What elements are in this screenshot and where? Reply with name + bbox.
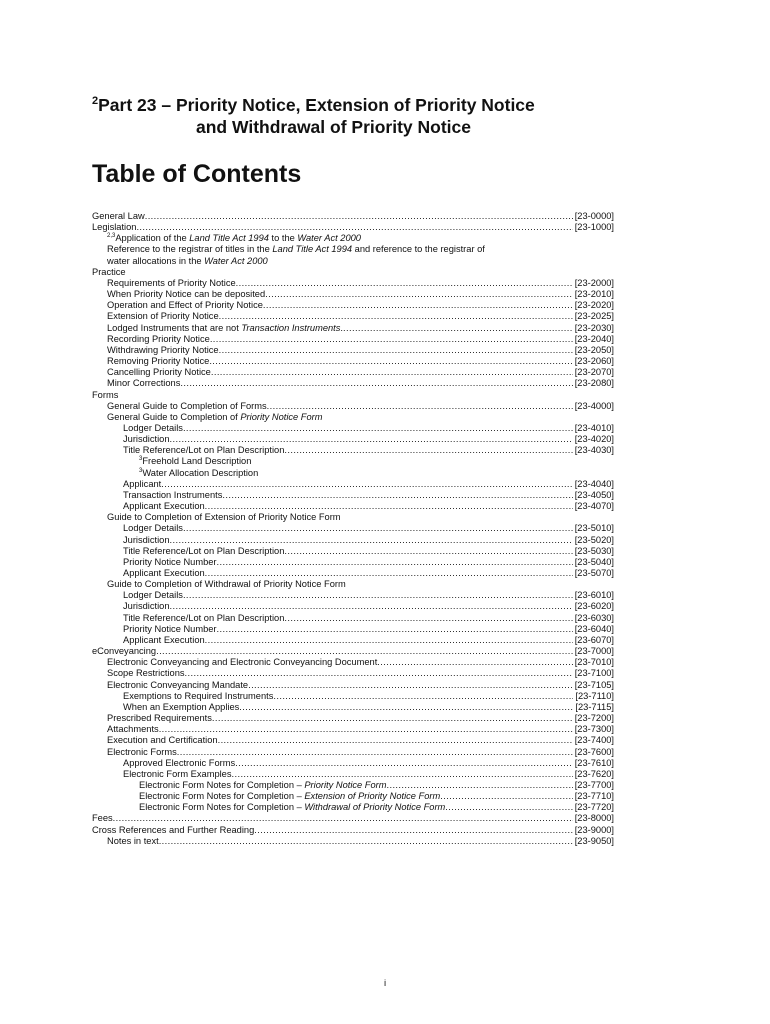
- toc-entry-ref: [23-7010]: [574, 657, 614, 668]
- toc-entry[interactable]: [92, 813, 614, 824]
- toc-entry-title: [123, 691, 273, 702]
- toc-entry-title: [107, 345, 219, 356]
- toc-entry-title: [92, 825, 254, 836]
- toc-entry-ref: [23-7200]: [574, 713, 614, 724]
- dot-leader: [235, 758, 573, 769]
- toc-entry-text: Operation and Effect of Priority Notice: [107, 300, 263, 311]
- dot-leader: [265, 289, 573, 300]
- dot-leader: [183, 523, 573, 534]
- toc-entry-title: [123, 490, 222, 501]
- toc-entry-ref: [23-2025]: [574, 311, 614, 322]
- toc-entry-ref: [23-4040]: [574, 478, 614, 489]
- dot-leader: [177, 747, 573, 758]
- toc-entry-text: Legislation: [92, 222, 137, 233]
- dot-leader: [254, 825, 572, 836]
- toc-entry-ref: [23-7710]: [574, 791, 614, 802]
- toc-entry-text: Practice: [92, 266, 126, 277]
- toc-entry-text: Guide to Completion of Withdrawal of Priority Notice Form: [107, 579, 346, 590]
- toc-entry-title: [139, 802, 445, 813]
- toc-entry-text: Priority Notice Form: [240, 411, 323, 422]
- toc-entry[interactable]: [92, 356, 614, 367]
- toc-entry-title: [123, 557, 217, 568]
- toc-entry-ref: [23-7100]: [574, 668, 614, 679]
- toc-entry-title: [92, 646, 156, 657]
- toc-entry-title: [139, 780, 386, 791]
- toc-entry-title: [107, 724, 159, 735]
- toc-entry[interactable]: [92, 345, 614, 356]
- toc-entry-ref: [23-7000]: [574, 646, 614, 657]
- page-title: [92, 94, 652, 138]
- toc-entry[interactable]: [92, 445, 614, 456]
- toc-entry-text: Extension of Priority Notice: [107, 311, 219, 322]
- page-number: i: [383, 978, 387, 989]
- toc-entry-ref: [23-6040]: [574, 623, 614, 634]
- toc-entry-ref: [23-4070]: [574, 501, 614, 512]
- toc-entry[interactable]: [92, 780, 614, 791]
- toc-entry-ref: [23-4050]: [574, 489, 614, 500]
- toc-entry[interactable]: [92, 434, 614, 445]
- toc-entry[interactable]: [92, 613, 614, 624]
- toc-entry-text: Application of the: [115, 233, 190, 244]
- dot-leader: [440, 791, 572, 802]
- toc-entry[interactable]: [92, 233, 614, 244]
- toc-entry-ref: [23-5010]: [574, 523, 614, 534]
- toc-entry-title: [107, 668, 185, 679]
- toc-entry-text: Electronic Form Notes for Completion –: [139, 802, 305, 813]
- toc-entry-title: [123, 769, 232, 780]
- toc-entry-title: [123, 758, 235, 769]
- toc-entry[interactable]: [92, 802, 614, 813]
- toc-entry-title: [92, 222, 136, 233]
- toc-entry-text: Exemptions to Required Instruments: [123, 690, 274, 701]
- toc-entry-ref: [23-7105]: [574, 679, 614, 690]
- toc-entry[interactable]: [92, 512, 614, 523]
- toc-entry-text: Electronic Conveyancing Mandate: [107, 679, 249, 690]
- toc-entry-text: Land Title Act 1994: [189, 233, 269, 244]
- toc-entry-text: Electronic Forms: [107, 746, 177, 757]
- toc-entry[interactable]: [92, 769, 614, 780]
- toc-entry-text: Guide to Completion of Extension of Priority Notice Form: [107, 512, 341, 523]
- dot-leader: [185, 668, 573, 679]
- toc-entry-text: .: [340, 322, 344, 333]
- toc-entry-ref: [23-7300]: [574, 724, 614, 735]
- toc-entry-title: [107, 323, 343, 334]
- toc-entry-ref: [23-4010]: [574, 422, 614, 433]
- toc-entry-text: Transaction Instruments: [123, 489, 223, 500]
- toc-entry-text: Applicant Execution: [123, 568, 205, 578]
- toc-entry[interactable]: [92, 300, 614, 311]
- toc-entry[interactable]: [92, 691, 614, 702]
- dot-leader: [232, 769, 573, 780]
- toc-entry-ref: [23-5020]: [574, 534, 614, 545]
- toc-entry-text: Lodger Details: [123, 422, 183, 433]
- toc-entry[interactable]: [92, 367, 614, 378]
- toc-entry-title: [123, 601, 170, 612]
- dot-leader: [170, 601, 573, 612]
- toc-entry-title: [92, 390, 118, 401]
- toc-entry-text: Withdrawing Priority Notice: [107, 344, 219, 355]
- toc-heading: Table of Contents: [92, 160, 302, 188]
- toc-entry[interactable]: [92, 401, 614, 412]
- dot-leader: [267, 401, 573, 412]
- toc-entry[interactable]: [92, 244, 614, 255]
- toc-entry[interactable]: [92, 646, 614, 657]
- toc-entry[interactable]: [92, 490, 614, 501]
- toc-entry-title: [123, 702, 239, 713]
- dot-leader: [113, 813, 573, 824]
- toc-entry-ref: [23-6020]: [574, 601, 614, 612]
- toc-entry[interactable]: [92, 758, 614, 769]
- toc-entry-title: [123, 613, 284, 624]
- toc-entry-ref: [23-7600]: [574, 746, 614, 757]
- toc-entry-title: [107, 412, 322, 423]
- dot-leader: [211, 367, 573, 378]
- toc-entry-title: [107, 233, 361, 244]
- toc-entry-ref: [23-5070]: [574, 568, 614, 578]
- dot-leader: [159, 724, 573, 735]
- toc-entry[interactable]: [92, 668, 614, 679]
- toc-entry-title: [123, 423, 183, 434]
- toc-entry[interactable]: [92, 557, 614, 568]
- toc-entry-title: [139, 456, 251, 467]
- toc-entry-text: Forms: [92, 389, 119, 400]
- toc-entry[interactable]: [92, 289, 614, 300]
- toc-entry-ref: [23-9000]: [574, 824, 614, 835]
- toc-entry-text: Jurisdiction: [123, 534, 170, 545]
- toc-entry-title: [107, 356, 209, 367]
- toc-entry-ref: [23-6070]: [574, 634, 614, 645]
- dot-leader: [145, 211, 573, 222]
- toc-entry-title: [139, 468, 258, 479]
- dot-leader: [217, 624, 573, 635]
- toc-entry-text: Electronic Form Notes for Completion –: [139, 791, 305, 802]
- dot-leader: [263, 300, 573, 311]
- toc-entry-text: Notes in text: [107, 835, 159, 846]
- dot-leader: [239, 702, 573, 713]
- toc-entry-title: [123, 434, 170, 445]
- toc-entry-title: [107, 256, 268, 267]
- toc-entry-ref: [23-6010]: [574, 590, 614, 601]
- toc-entry-text: Electronic Form Notes for Completion –: [139, 779, 305, 790]
- toc-entry-ref: [23-7610]: [574, 757, 614, 768]
- toc-entry-ref: [23-9050]: [574, 835, 614, 846]
- toc-entry-title: [123, 523, 183, 534]
- toc-entry-text: When Priority Notice can be deposited: [107, 289, 266, 300]
- footnote-mark: 2: [92, 95, 99, 108]
- toc-entry-text: Scope Restrictions: [107, 668, 185, 679]
- toc-entry-title: [107, 278, 236, 289]
- toc-entry[interactable]: [92, 468, 614, 479]
- toc-entry-title: [107, 735, 218, 746]
- dot-leader: [377, 657, 572, 668]
- toc-entry-title: [107, 289, 265, 300]
- toc-entry-text: Extension of Priority Notice Form: [304, 791, 441, 802]
- toc-entry-text: Lodger Details: [123, 523, 183, 534]
- toc-entry[interactable]: [92, 267, 614, 278]
- table-of-contents: [92, 211, 614, 847]
- footnote-mark: 2,3: [107, 233, 116, 240]
- toc-entry-title: [107, 334, 210, 345]
- toc-entry[interactable]: [92, 211, 614, 222]
- toc-entry[interactable]: [92, 278, 614, 289]
- toc-entry-title: [107, 378, 180, 389]
- toc-entry-title: [107, 747, 177, 758]
- toc-entry-text: Transaction Instruments: [241, 322, 341, 333]
- toc-entry-title: [123, 568, 205, 579]
- toc-entry[interactable]: [92, 825, 614, 836]
- toc-entry-text: Electronic Conveyancing and Electronic Conveyancing Document: [107, 657, 378, 668]
- toc-entry-title: [123, 635, 205, 646]
- dot-leader: [222, 490, 572, 501]
- toc-entry[interactable]: [92, 311, 614, 322]
- toc-entry-text: Attachments: [107, 724, 159, 735]
- toc-entry-title: [123, 479, 161, 490]
- toc-entry-text: Recording Priority Notice: [107, 333, 210, 344]
- toc-entry[interactable]: [92, 390, 614, 401]
- dot-leader: [284, 546, 572, 557]
- toc-entry-ref: [23-1000]: [574, 222, 614, 233]
- dot-leader: [248, 680, 573, 691]
- toc-entry-ref: [23-8000]: [574, 813, 614, 824]
- toc-entry-ref: [23-7720]: [574, 802, 614, 813]
- toc-entry-title: [92, 813, 113, 824]
- toc-entry-text: Water Allocation Description: [142, 467, 259, 478]
- toc-entry-text: Approved Electronic Forms: [123, 757, 236, 768]
- dot-leader: [205, 635, 573, 646]
- toc-entry-text: Applicant: [123, 478, 162, 489]
- dot-leader: [284, 445, 572, 456]
- toc-entry[interactable]: [92, 836, 614, 847]
- toc-entry-text: Removing Priority Notice: [107, 356, 210, 367]
- toc-entry-title: [107, 836, 159, 847]
- toc-entry-text: General Guide to Completion of: [107, 411, 241, 422]
- toc-entry-text: General Guide to Completion of Forms: [107, 400, 267, 411]
- toc-entry-text: Lodged Instruments that are not: [107, 322, 242, 333]
- dot-leader: [218, 735, 573, 746]
- dot-leader: [209, 356, 572, 367]
- dot-leader: [273, 691, 573, 702]
- toc-entry[interactable]: [92, 323, 614, 334]
- toc-entry-ref: [23-6030]: [574, 612, 614, 623]
- toc-entry-title: [139, 791, 440, 802]
- dot-leader: [183, 423, 573, 434]
- toc-entry-ref: [23-7620]: [574, 768, 614, 779]
- toc-entry[interactable]: [92, 456, 614, 467]
- toc-entry-ref: [23-7700]: [574, 779, 614, 790]
- dot-leader: [156, 646, 573, 657]
- dot-leader: [180, 378, 572, 389]
- toc-entry[interactable]: [92, 222, 614, 233]
- toc-entry-text: Priority Notice Form: [304, 779, 387, 790]
- toc-entry[interactable]: [92, 680, 614, 691]
- toc-entry[interactable]: [92, 378, 614, 389]
- toc-entry-title: [123, 445, 284, 456]
- toc-entry-title: [92, 211, 145, 222]
- toc-entry-text: Cancelling Priority Notice: [107, 367, 211, 378]
- toc-entry-ref: [23-2020]: [574, 300, 614, 311]
- dot-leader: [210, 334, 573, 345]
- toc-entry-text: Jurisdiction: [123, 601, 170, 612]
- toc-entry-ref: [23-2000]: [574, 277, 614, 288]
- toc-entry[interactable]: [92, 412, 614, 423]
- dot-leader: [170, 535, 573, 546]
- dot-leader: [205, 501, 573, 512]
- dot-leader: [284, 613, 572, 624]
- toc-entry-text: water allocations in the: [107, 255, 205, 266]
- toc-entry-text: Reference to the registrar of titles in the: [107, 244, 273, 255]
- dot-leader: [445, 802, 572, 813]
- toc-entry-text: Requirements of Priority Notice: [107, 277, 236, 288]
- toc-entry-ref: [23-7400]: [574, 735, 614, 746]
- toc-entry[interactable]: [92, 601, 614, 612]
- toc-entry[interactable]: [92, 657, 614, 668]
- toc-entry-text: Title Reference/Lot on Plan Description: [123, 445, 285, 456]
- toc-entry-title: [92, 267, 126, 278]
- footnote-mark: 3: [139, 467, 143, 474]
- toc-entry[interactable]: [92, 735, 614, 746]
- toc-entry-text: Water Act 2000: [297, 233, 361, 244]
- dot-leader: [159, 836, 573, 847]
- toc-entry-text: to the: [268, 233, 298, 244]
- toc-entry-text: Applicant Execution: [123, 501, 205, 512]
- dot-leader: [219, 345, 573, 356]
- page-title-line2: and Withdrawal of Priority Notice: [196, 117, 472, 137]
- toc-entry[interactable]: [92, 590, 614, 601]
- toc-entry-ref: [23-4030]: [574, 445, 614, 456]
- toc-entry-text: Jurisdiction: [123, 434, 170, 445]
- toc-entry-ref: [23-5040]: [574, 556, 614, 567]
- dot-leader: [212, 713, 573, 724]
- toc-entry-text: Prescribed Requirements: [107, 713, 212, 724]
- footnote-mark: 3: [139, 456, 143, 463]
- toc-entry-ref: [23-5030]: [574, 545, 614, 556]
- dot-leader: [170, 434, 573, 445]
- toc-entry[interactable]: [92, 479, 614, 490]
- toc-entry-text: Minor Corrections: [107, 378, 181, 389]
- toc-entry[interactable]: [92, 579, 614, 590]
- toc-entry-title: [123, 624, 217, 635]
- dot-leader: [219, 311, 573, 322]
- toc-entry-title: [107, 311, 219, 322]
- toc-entry-ref: [23-7110]: [575, 690, 614, 701]
- toc-entry-title: [123, 546, 284, 557]
- toc-entry[interactable]: [92, 791, 614, 802]
- toc-entry[interactable]: [92, 535, 614, 546]
- toc-entry-ref: [23-0000]: [574, 211, 614, 221]
- toc-entry-text: Applicant Execution: [123, 634, 205, 645]
- toc-entry[interactable]: [92, 635, 614, 646]
- toc-entry-ref: [23-2060]: [574, 356, 614, 367]
- toc-entry-text: Priority Notice Number: [123, 623, 217, 634]
- toc-entry-text: Lodger Details: [123, 590, 183, 601]
- toc-entry-text: Fees: [92, 813, 113, 824]
- toc-entry-ref: [23-2010]: [574, 289, 614, 300]
- toc-entry-text: Title Reference/Lot on Plan Description: [123, 545, 285, 556]
- toc-entry[interactable]: [92, 423, 614, 434]
- dot-leader: [217, 557, 573, 568]
- toc-entry[interactable]: [92, 713, 614, 724]
- toc-entry[interactable]: [92, 624, 614, 635]
- dot-leader: [161, 479, 572, 490]
- toc-entry[interactable]: [92, 568, 614, 579]
- toc-entry-ref: [23-4020]: [574, 434, 614, 445]
- toc-entry-title: [107, 579, 346, 590]
- dot-leader: [343, 323, 573, 334]
- toc-entry-text: Cross References and Further Reading: [92, 824, 255, 835]
- toc-entry-text: Execution and Certification: [107, 735, 218, 746]
- toc-entry-ref: [23-2070]: [574, 367, 614, 378]
- toc-entry-text: eConveyancing: [92, 646, 157, 657]
- toc-entry-ref: [23-2050]: [574, 344, 614, 355]
- toc-entry[interactable]: [92, 747, 614, 758]
- toc-entry-text: Freehold Land Description: [142, 456, 252, 467]
- dot-leader: [205, 568, 573, 579]
- dot-leader: [236, 278, 573, 289]
- toc-entry-title: [123, 535, 170, 546]
- toc-entry[interactable]: [92, 501, 614, 512]
- toc-entry-title: [107, 244, 485, 255]
- dot-leader: [386, 780, 572, 791]
- toc-entry-text: General Law: [92, 211, 145, 221]
- toc-entry-ref: [23-2040]: [574, 333, 614, 344]
- toc-entry-text: Land Title Act 1994: [272, 244, 353, 255]
- toc-entry-title: [107, 680, 248, 691]
- toc-entry-ref: [23-2080]: [574, 378, 614, 389]
- toc-entry-ref: [23-4000]: [574, 400, 614, 411]
- toc-entry-text: Water Act 2000: [204, 255, 268, 266]
- toc-entry-ref: [23-7115]: [575, 701, 614, 712]
- toc-entry-title: [107, 657, 377, 668]
- toc-entry-title: [107, 512, 341, 523]
- dot-leader: [136, 222, 572, 233]
- toc-entry-text: Priority Notice Number: [123, 556, 217, 567]
- toc-entry-text: and reference to the registrar of: [352, 244, 485, 255]
- toc-entry[interactable]: [92, 523, 614, 534]
- toc-entry-title: [107, 401, 267, 412]
- toc-entry-title: [107, 300, 263, 311]
- toc-entry-text: Withdrawal of Priority Notice Form: [304, 802, 446, 813]
- toc-entry-title: [107, 713, 212, 724]
- toc-entry[interactable]: [92, 546, 614, 557]
- page-title-line1: Part 23 – Priority Notice, Extension of Priority Notice: [98, 95, 535, 115]
- toc-entry-text: When an Exemption Applies: [123, 701, 240, 712]
- toc-entry-text: Title Reference/Lot on Plan Description: [123, 612, 285, 623]
- dot-leader: [183, 590, 573, 601]
- toc-entry[interactable]: [92, 702, 614, 713]
- toc-entry[interactable]: [92, 724, 614, 735]
- toc-entry-title: [123, 501, 205, 512]
- toc-entry-title: [123, 590, 183, 601]
- toc-entry-title: [107, 367, 211, 378]
- toc-entry[interactable]: [92, 256, 614, 267]
- toc-entry-ref: [23-2030]: [574, 322, 614, 333]
- toc-entry-text: Electronic Form Examples: [123, 768, 232, 779]
- toc-entry[interactable]: [92, 334, 614, 345]
